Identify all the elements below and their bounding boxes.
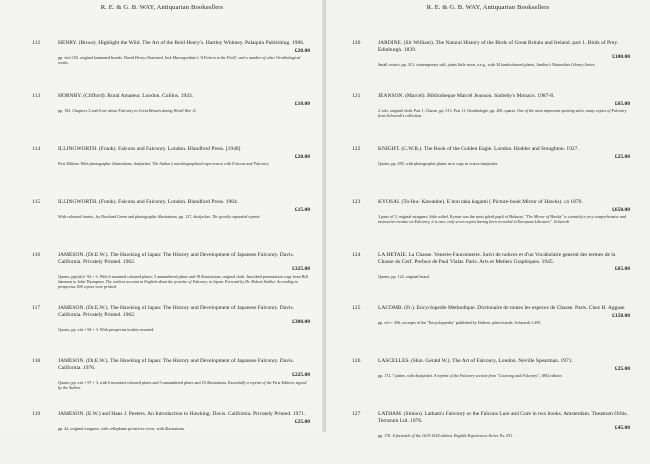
entry-list [32,40,310,464]
entry-number: 116 [32,252,41,258]
entry-price: £20.00 [294,153,310,160]
catalogue-entry [352,199,630,252]
entry-number: 124 [352,252,361,258]
entry-heading: LATHAM. (Simon). Latham's Falconry or the Falcons Lure and Cure in two books. Amsterdam. Theatrum Orbis. Terrarum Ltd. 1976. [378,411,628,424]
entry-notes: 2 vols, original cloth. Part 1, Chasse, pp. 513. Part 11, Ornithologie, pp. 206, quarto. One of the most important sporting sales, many copies of Falconry from Schwerdt's collection. [378,108,627,119]
catalogue-entry [352,93,630,146]
entry-number: 127 [352,411,361,417]
entry-heading: KYOSAI. (To-Iku- Kawanbe). E hon taka kagami ( Picture-book Mirror of Hawks). ca 1870. [378,199,583,205]
entry-heading: JAMESON. (E.W.) and Hans J. Peeters. An Introduction to Hawking. Davis. California. Privately Printed. 1971. [58,411,306,417]
entry-number: 122 [352,146,361,152]
entry-heading: JAMESON. (Dr.E.W.). The Hawking of Japan: The History and Development of Japanese Falconry. Davis. California. 1976. [58,358,294,371]
entry-price: £15.00 [294,206,310,213]
entry-notes: Quarto, pp. xiii + 94 + 3. With prospectus loosley inserted. [58,326,155,332]
entry-notes: pp. 176. A facsimile of the 1615-1618 edition. English Experiences Series No. 811. [378,432,514,438]
entry-heading: JAMESON. (Dr.E.W.). The Hawking of Japan: The History and Development of Japanese Falconry. Davis. California. Privately Printed. 1962. [58,252,294,265]
entry-number: 119 [32,411,41,417]
entry-price: £65.00 [614,266,630,273]
catalogue-entry [32,93,310,146]
entry-notes: pp. 42, original wrappers, with cellophane protective cover, with illustrations. [58,426,186,431]
entry-heading: KNIGHT. (C.W.R.). The Book of the Golden Eagle. London. Hodder and Stoughton. 1927. [378,146,579,152]
entry-price: £20.00 [294,47,310,54]
entry-heading: HORNBY. (Clifford). Rural Amateur. London. Collins. 1943. [58,93,194,99]
entry-price: £300.00 [292,319,310,326]
running-head: R. E. & G. B. WAY, Antiquarian Booksellers [100,4,224,11]
running-head: R. E. & G. B. WAY, Antiquarian Booksellers [426,4,550,11]
entry-number: 114 [32,146,41,152]
entry-price: £100.00 [612,54,630,61]
right-page [326,0,650,438]
entry-number: 126 [352,358,361,364]
entry-notes: Quarto, pp. 123, original board. [378,273,430,279]
entry-notes: pp. 172, 7 plates, with dustjacket. A reprint of the Falconry section from "Coursing and Falconry", 1892 edition. [378,373,563,378]
entry-price: £10.00 [294,100,310,107]
catalogue-entry [352,146,630,199]
left-page [0,0,324,432]
catalogue-entry [32,305,310,358]
entry-price: £225.00 [292,372,310,379]
entry-price: £25.00 [614,365,630,372]
entry-heading: LACOMB. (Fr.). Encyclopedie Methodique. Dictionaire de toutes les especes de Chasse. Paris. Chez H. Aggase. [378,305,626,311]
entry-notes: 3 parts of 5, original wrappers, little soiled. Kyosai was the most gifted pupil of Hokusai. "The Mirror of Hawks" is certainly a very comprehensive and instructive treatise on Falconry, it is rare, only seven copies having been recorded in European Libraries". Schwerdt. [378,214,627,225]
entry-heading: HENRY. (Bruce). Highlight the Wild. The Art of the Reid Henry's. Hartley Whitney. Palaquin Publishing. 1986. [58,40,305,46]
entry-notes: pp. viii + 456, excerpts of the "Encyclopaedia" published by Diderot. plain boards. Schwerdt 1:295. [378,320,542,325]
catalogue-entry [32,146,310,199]
entry-number: 118 [32,358,41,364]
entry-number: 115 [32,199,41,205]
entry-price: £45.00 [614,425,630,432]
catalogue-entry [352,252,630,305]
catalogue-entry [32,358,310,411]
entry-heading: JARDINE. (Sir William). The Natural History of the Birds of Great Britain and Ireland. part 1. Birds of Prey. Edinburgh. 1839. [378,40,619,53]
catalogue-entry [32,411,310,464]
catalogue-entry [32,199,310,252]
entry-number: 117 [32,305,41,311]
entry-heading: JEANSON. (Marcel). Bibliotheque Marcel Jeanson. Sotheby's Monaco. 1987-8. [378,93,555,99]
entry-heading: LA HETAIE. La Chasse. Venerie-Fauconnerie. Suivi de notices et d'un Vocabulaire general des termes de la Chasse du Cerf. Preface de Paul Vialar. Paris. Arts et Metiers Graphiques. 1945. [378,252,616,265]
entry-heading: ILLINGWORTH. (Frank). Falcons and Falconry. London. Blandford Press. [1948] [58,146,241,152]
catalogue-entry [32,252,310,305]
catalogue-entry [32,40,310,93]
entry-notes: Quarto, pp(xiii)+ 94 + 3. With 6 mounted coloured plates, 5 unnumbered plates and 18 illustrations, original cloth. Inscribed presentation copy from Bill Jameson to John Thompson. The earliest account in English about the practise of Falconry in Japan. Forward by Dr. Robert Stabler. According to prospectus 500 copies were printed. [58,273,308,290]
entry-price: £325.00 [292,266,310,273]
entry-price: £25.00 [614,153,630,160]
entry-list [352,40,630,464]
entry-heading: ILLINGWORTH. (Frank). Falcons and Falconry. London. Blandford Press. 1964. [58,199,239,205]
entry-notes: With coloured frontis., by Rowland Green and photographic illustrations, pp. 127, dustjacket. The greatly expanded reprint. [58,214,261,219]
entry-notes: First Edition. With photographic illustrations, dustjacket. The Author's autobiographical experiences with Falcons and Falconry. [58,161,270,166]
entry-number: 123 [352,199,361,205]
entry-number: 112 [32,40,41,46]
entry-notes: pp. 192. Chapters 5 and 6 are about Falconry in Great Britain during World War 11. [58,108,197,113]
entry-price: £150.00 [612,312,630,319]
entry-notes: Quarto, pp. 295, with photographic plates, nice copy in scarce dustjacket. [378,161,499,166]
entry-number: 121 [352,93,361,99]
entry-heading: JAMESON. (Dr.E.W.). The Hawking of Japan: The History and Development of Japanese Falconry. Davis. California. Privately Printed. 1962. [58,305,294,318]
entry-heading: LASCELLES. (Hon. Gerald W.). The Art of Falconry, London. Neville Spearman. 1971. [378,358,573,364]
entry-number: 125 [352,305,361,311]
entry-price: £65.00 [614,100,630,107]
entry-number: 113 [32,93,41,99]
catalogue-entry [352,358,630,411]
catalogue-entry [352,305,630,358]
entry-notes: Small octavo, pp. 313, contemporary calf, joints little worn, a.e.g., with 34 handcoloured plates, Jardine's Naturalists Library Series. [378,61,596,67]
catalogue-entry [352,40,630,93]
entry-number: 120 [352,40,361,46]
entry-price: £650.00 [612,206,630,213]
entry-price: £25.00 [294,418,310,425]
entry-notes: pp. viii+103, original laminated boards. David Henry illustrated Jack Mavrogordato's 'A Falcon in the Field', and a number of other Ornithological works. [58,55,301,66]
entry-notes: Quarto, pp. xiii + 97 + 3, with 6 mounted coloured plates and 5 unnumbered plates and 18 illustrations. Essentially a reprint of the First Edition, signed by the Author. [58,379,307,390]
catalogue-entry [352,411,630,464]
